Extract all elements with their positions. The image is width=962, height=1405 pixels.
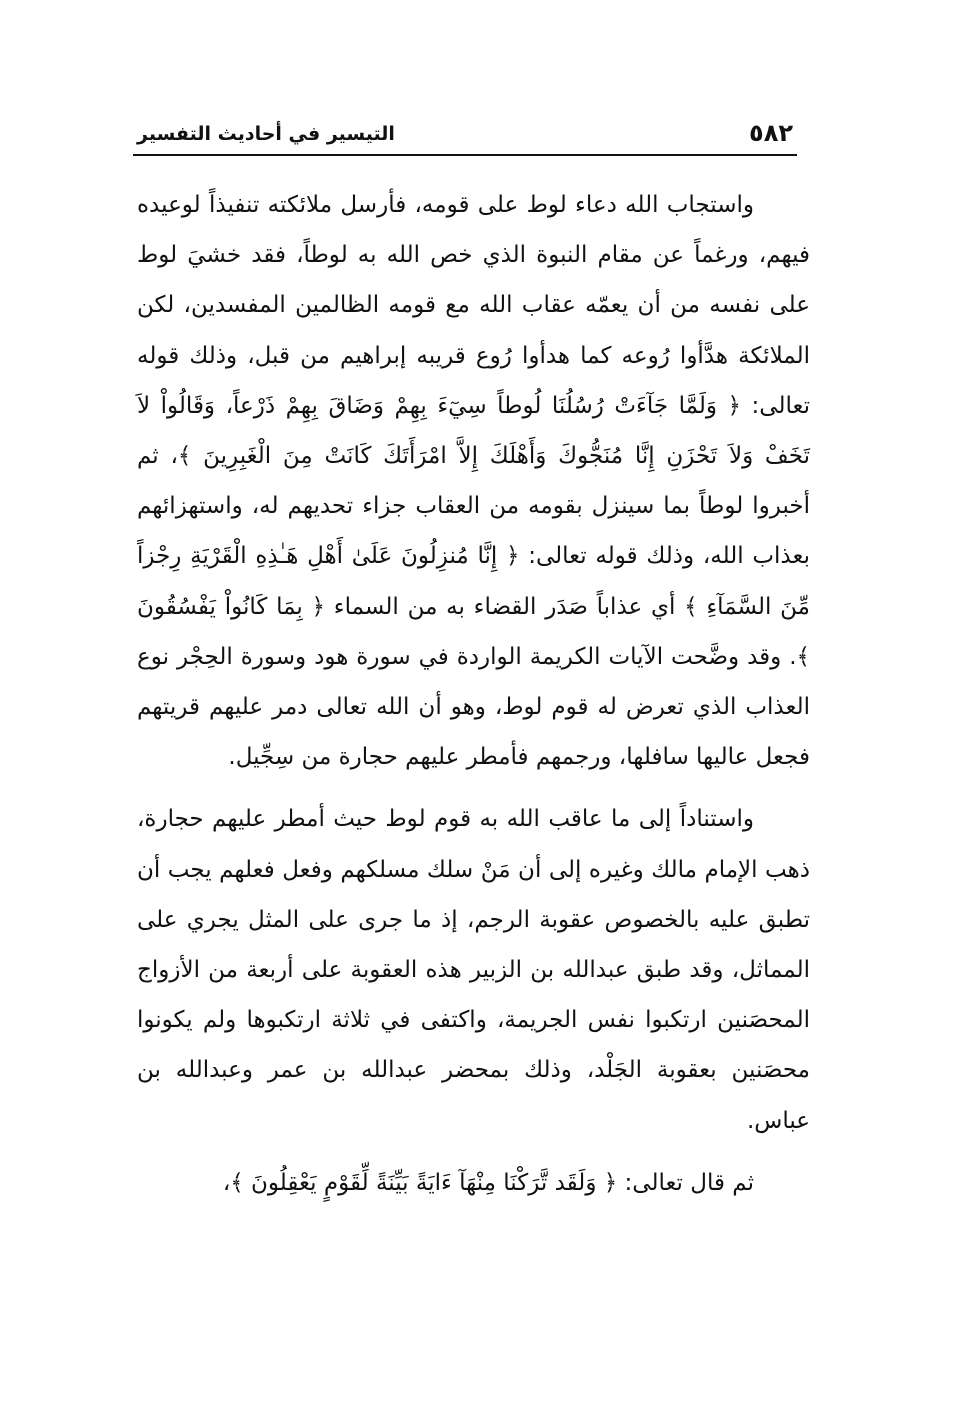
page-number: ٥٨٢ xyxy=(749,119,793,147)
paragraph-3: ثم قال تعالى: ﴿ وَلَقَد تَّرَكْنَا مِنْهَآ ءَايَةً بَيِّنَةً لِّقَوْمٍ يَعْقِلُونَ ﴾، xyxy=(222,1169,754,1196)
running-title: التيسير في أحاديث التفسير xyxy=(137,123,395,145)
page-header xyxy=(133,118,797,156)
paragraph-1: واستجاب الله دعاء لوط على قومه، فأرسل ملائكته تنفيذاً لوعيده فيهم، ورغماً عن مقام النبوة الذي خص الله به لوطاً، فقد خشيَ لوط على نفسه من أن يعمّه عقاب الله مع قومه الظالمين المفسدين، لكن الملائكة هدَّأوا رُوعه كما هدأوا رُوع قريبه إبراهيم من قبل، وذلك قوله تعالى: ﴿ وَلَمَّا جَآءَتْ رُسُلُنَا لُوطاً سِيٓءَ بِهِمْ وَضَاقَ بِهِمْ ذَرْعاً، وَقَالُواْ لاَ تَخَفْ وَلاَ تَحْزَنِ إِنَّا مُنَجُّوكَ وَأَهْلَكَ إِلاَّ امْرَأَتَكَ كَانَتْ مِنَ الْغَبِرِينَ ﴾، ثم أخبروا لوطاً بما سينزل بقومه من العقاب جزاء تحديهم له، واستهزائهم بعذاب الله، وذلك قوله تعالى: ﴿ إِنَّا مُنزِلُونَ عَلَىٰ أَهْلِ هَـٰذِهِ الْقَرْيَةِ رِجْزاً مِّنَ السَّمَآءِ ﴾ أي عذاباً صَدَر القضاء به من السماء ﴿ بِمَا كَانُواْ يَفْسُقُونَ ﴾. وقد وضَّحت الآيات الكريمة الواردة في سورة هود وسورة الحِجْر نوع العذاب الذي تعرض له قوم لوط، وهو أن الله تعالى دمر عليهم قريتهم فجعل عاليها سافلها، ورجمهم فأمطر عليهم حجارة من سِجِّيل. xyxy=(137,192,810,771)
paragraph-2: واستناداً إلى ما عاقب الله به قوم لوط حيث أمطر عليهم حجارة، ذهب الإمام مالك وغيره إلى أن مَنْ سلك مسلكهم وفعل فعلهم يجب أن تطبق عليه بالخصوص عقوبة الرجم، إذ ما جرى على المثل يجري على المماثل، وقد طبق عبدالله بن الزبير هذه العقوبة على أربعة من الأزواج المحصَنين ارتكبوا نفس الجريمة، واكتفى في ثلاثة ارتكبوها ولم يكونوا محصَنين بعقوبة الجَلْد، وذلك بمحضر عبدالله بن عمر وعبدالله بن عباس. xyxy=(137,806,810,1134)
page-body xyxy=(137,180,810,1208)
header-divider xyxy=(133,154,797,156)
